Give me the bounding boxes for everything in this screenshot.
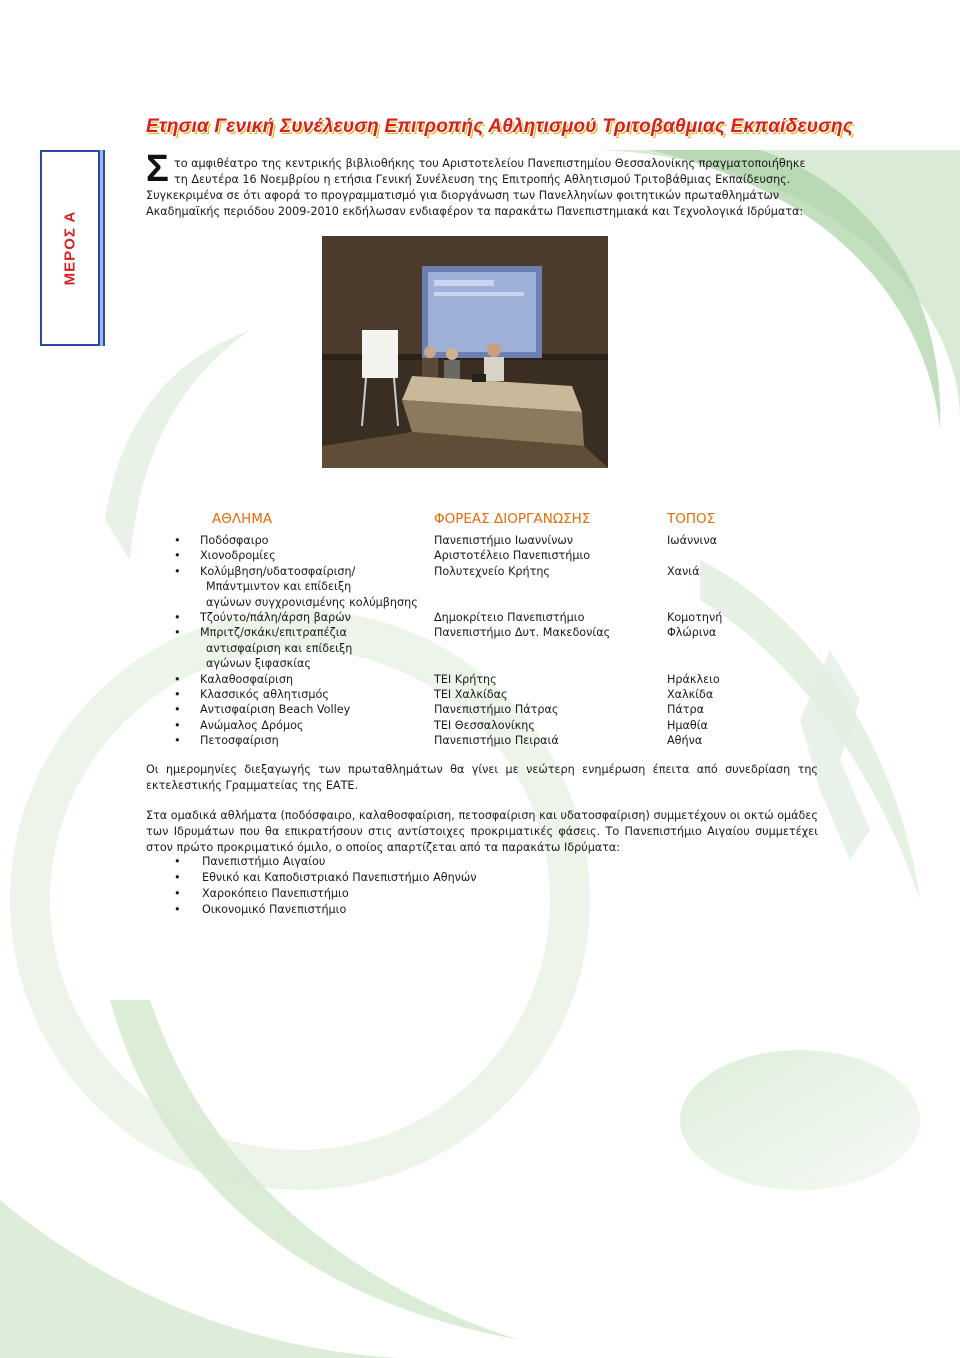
sport-name-continued: Μπάντμιντον και επίδειξη (206, 580, 352, 594)
sport-name-continued: αγώνων συγχρονισμένης κολύμβησης (206, 595, 418, 609)
organizer: Αριστοτέλειο Πανεπιστήμιο (434, 549, 591, 563)
sport-name: Τζούντο/πάλη/άρση βαρών (200, 611, 351, 625)
bullet-icon: • (174, 903, 181, 916)
university-name: Εθνικό και Καποδιστριακό Πανεπιστήμιο Αθηνών (202, 871, 477, 884)
university-name: Πανεπιστήμιο Αιγαίου (202, 855, 326, 868)
organizer: ΤΕΙ Χαλκίδας (434, 688, 508, 702)
intro-text (146, 156, 826, 220)
conference-photo (322, 236, 608, 468)
drop-cap: Σ (146, 148, 169, 190)
bullet-icon: • (174, 564, 181, 578)
organizer: ΤΕΙ Θεσσαλονίκης (434, 718, 535, 732)
section-tab-label: ΜΕΡΟΣ Α (61, 210, 79, 286)
sport-name: Ποδόσφαιρο (200, 534, 269, 547)
section-tab (40, 150, 100, 346)
bullet-icon: • (174, 688, 181, 702)
intro-line: το αμφιθέατρο της κεντρικής βιβλιοθήκης του Αριστοτελείου Πανεπιστημίου Θεσσαλονίκης πραγματοποιήθηκε (174, 157, 806, 170)
place: Αθήνα (667, 734, 703, 748)
bullet-icon: • (174, 534, 181, 547)
table-row (170, 548, 820, 563)
list-item (146, 902, 477, 918)
bullet-icon: • (174, 718, 181, 732)
place: Ιωάννινα (667, 534, 717, 547)
place: Ημαθία (667, 718, 708, 732)
bullet-icon: • (174, 703, 181, 717)
table-row (170, 610, 820, 625)
organizer: ΤΕΙ Κρήτης (434, 672, 497, 686)
table-header-row (170, 510, 820, 533)
bullet-icon: • (174, 549, 181, 563)
place: Πάτρα (667, 703, 704, 717)
place: Χαλκίδα (667, 688, 714, 702)
sport-name-continued: αγώνων ξιφασκίας (206, 657, 311, 671)
paragraph-team-sports: Στα ομαδικά αθλήματα (ποδόσφαιρο, καλαθοσφαίριση, πετοσφαίριση και υδατοσφαίριση) συμμετέχουν οι οκτώ ομάδες των Ιδρυμάτων που θα επικρατήσουν στις αντίστοιχες προκριματικές φάσεις. Το Πανεπιστήμιο Αιγαίου συμμετέχει στον πρώτο προκριματικό όμιλο, ο οποίος απαρτίζεται από τα παρακάτω Ιδρύματα: (146, 809, 818, 854)
table-row (170, 625, 820, 671)
sport-name: Αντισφαίριση Beach Volley (200, 703, 351, 717)
bullet-icon: • (174, 626, 181, 640)
paragraph-dates: Οι ημερομηνίες διεξαγωγής των πρωταθλημάτων θα γίνει με νεώτερη ενημέρωση έπειτα από συνεδρίαση της εκτελεστικής Γραμματείας της ΕΑΤΕ. (146, 763, 818, 792)
place: Χανιά (667, 564, 700, 578)
place: Κομοτηνή (667, 611, 723, 625)
sport-name-continued: αντισφαίριση και επίδειξη (206, 641, 353, 655)
column-header-place: ΤΟΠΟΣ (667, 511, 716, 527)
table-row (170, 733, 820, 748)
table-row (170, 718, 820, 733)
sport-name: Καλαθοσφαίριση (200, 672, 294, 686)
university-list (146, 854, 477, 918)
sport-name: Ανώμαλος Δρόμος (200, 718, 304, 732)
table-row (170, 672, 820, 687)
place: Ηράκλειο (667, 672, 720, 686)
bullet-icon: • (174, 734, 181, 748)
intro-line: τη Δευτέρα 16 Νοεμβρίου η ετήσια Γενική Συνέλευση της Επιτροπής Αθλητισμού Τριτοβάθμιας Εκπαίδευσης. (174, 173, 791, 186)
sport-name: Κολύμβηση/υδατοσφαίριση/ (200, 564, 356, 578)
column-header-organizer: ΦΟΡΕΑΣ ΔΙΟΡΓΑΝΩΣΗΣ (434, 511, 591, 527)
organizer: Πανεπιστήμιο Πάτρας (434, 703, 559, 717)
list-item (146, 870, 477, 886)
organizer: Πανεπιστήμιο Ιωαννίνων (434, 534, 574, 547)
place: Φλώρινα (667, 626, 717, 640)
intro-line: Συγκεκριμένα σε ότι αφορά το προγραμματισμό για διοργάνωση των Πανελληνίων φοιτητικών πρωταθλημάτων (146, 189, 780, 202)
list-item (146, 886, 477, 902)
sport-name: Μπριτζ/σκάκι/επιτραπέζια (200, 626, 347, 640)
list-item (146, 854, 477, 870)
bullet-icon: • (174, 887, 181, 900)
events-table (170, 510, 820, 749)
university-name: Χαροκόπειο Πανεπιστήμιο (202, 887, 349, 900)
page-title: Ετησια Γενική Συνέλευση Επιτροπής Αθλητισμού Τριτοβαθμιας Εκπαίδευσης (146, 116, 854, 137)
bullet-icon: • (174, 672, 181, 686)
intro-line: Ακαδημαϊκής περιόδου 2009-2010 εκδήλωσαν ενδιαφέρον τα παρακάτω Πανεπιστημιακά και Τεχνολογικά Ιδρύματα: (146, 205, 804, 218)
bullet-icon: • (174, 855, 181, 868)
university-name: Οικονομικό Πανεπιστήμιο (202, 903, 347, 916)
sport-name: Πετοσφαίριση (200, 734, 279, 748)
organizer: Πανεπιστήμιο Πειραιά (434, 734, 559, 748)
sport-name: Χιονοδρομίες (200, 549, 276, 563)
organizer: Πολυτεχνείο Κρήτης (434, 564, 550, 578)
bullet-icon: • (174, 871, 181, 884)
organizer: Πανεπιστήμιο Δυτ. Μακεδονίας (434, 626, 611, 640)
bullet-icon: • (174, 611, 181, 625)
sport-name: Κλασσικός αθλητισμός (200, 688, 329, 702)
organizer: Δημοκρίτειο Πανεπιστήμιο (434, 611, 585, 625)
table-row (170, 564, 820, 610)
table-row (170, 702, 820, 717)
table-row (170, 533, 820, 548)
column-header-sport: ΑΘΛΗΜΑ (212, 511, 273, 527)
place (667, 548, 820, 563)
table-row (170, 687, 820, 702)
